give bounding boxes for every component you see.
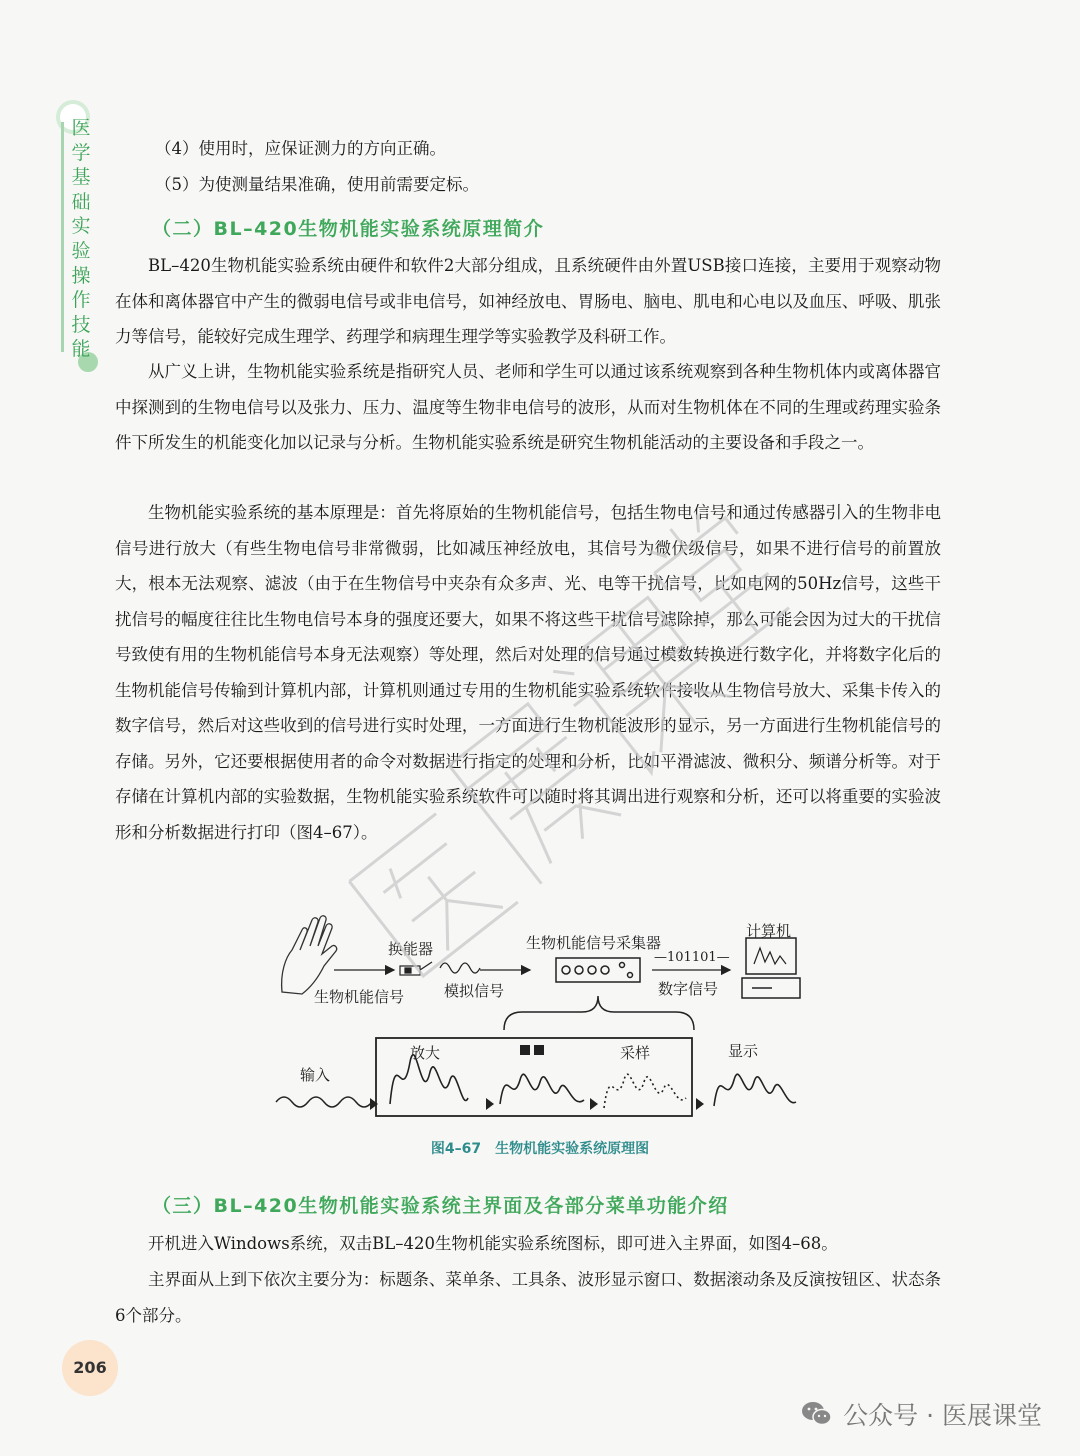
label-binary: —101101— [654, 950, 730, 965]
page-number: 206 [62, 1340, 118, 1396]
label-digital: 数字信号 [658, 980, 719, 998]
hand-icon [282, 916, 337, 994]
side-book-title: 医学基础实验操作技能 [71, 117, 91, 361]
section-heading-3: （三）BL–420生物机能实验系统主界面及各部分菜单功能介绍 [152, 1195, 729, 1217]
paragraph-2: 从广义上讲，生物机能实验系统是指研究人员、老师和学生可以通过该系统观察到各种生物机体内或离体器官中探测到的生物电信号以及张力、压力、温度等生物非电信号的波形，从而对生物机体在不同的生理或药理实验条件下所发生的机能变化加以记录与分析。生物机能实验系统是研究生物机能活动的主要设备和手段之一。 [115, 362, 941, 452]
list-item-5: （5）为使测量结果准确，使用前需要定标。 [155, 175, 479, 194]
wechat-icon [801, 1400, 833, 1428]
label-input: 输入 [300, 1066, 331, 1084]
figure-caption: 图4–67 生物机能实验系统原理图 [430, 1141, 650, 1157]
transducer-icon [400, 962, 432, 975]
paragraph-4: 开机进入Windows系统，双击BL–420生物机能实验系统图标，即可进入主界面，如图4–68。 [148, 1234, 838, 1253]
label-sample: 采样 [620, 1044, 651, 1062]
paragraph-5: 主界面从上到下依次主要分为：标题条、菜单条、工具条、波形显示窗口、数据滚动条及反演按钮区、状态条6个部分。 [115, 1270, 941, 1325]
label-analog: 模拟信号 [444, 982, 505, 1000]
label-computer: 计算机 [746, 922, 792, 940]
label-collector: 生物机能信号采集器 [526, 934, 662, 952]
watermark-text: 公众号 · 医展课堂 [843, 1401, 1042, 1430]
label-display: 显示 [728, 1042, 759, 1060]
wechat-watermark [801, 1394, 1042, 1434]
section-heading-2: （二）BL–420生物机能实验系统原理简介 [152, 218, 545, 240]
figure-4-67 [272, 912, 838, 1130]
label-transducer: 换能器 [388, 940, 434, 958]
label-amplify: 放大 [410, 1044, 441, 1062]
list-item-4: （4）使用时，应保证测力的方向正确。 [155, 139, 446, 158]
paragraph-1: BL–420生物机能实验系统由硬件和软件2大部分组成，且系统硬件由外置USB接口连接，主要用于观察动物在体和离体器官中产生的微弱电信号或非电信号，如神经放电、胃肠电、脑电、肌电和心电以及血压、呼吸、肌张力等信号，能较好完成生理学、药理学和病理生理学等实验教学及科研工作。 [115, 256, 941, 346]
collector-box [556, 958, 640, 982]
paragraph-3: 生物机能实验系统的基本原理是：首先将原始的生物机能信号，包括生物电信号和通过传感器引入的生物非电信号进行放大（有些生物电信号非常微弱，比如减压神经放电，其信号为微伏级信号，如果不进行信号的前置放大，根本无法观察、滤波（由于在生物信号中夹杂有众多声、光、电等干扰信号，比如电网的50Hz信号，这些干扰信号的幅度往往比生物电信号本身的强度还要大，如果不将这些干扰信号滤除掉，那么可能会因为过大的干扰信号致使有用的生物机能信号本身无法观察）等处理，然后对处理的信号通过模数转换进行数字化，并将数字化后的生物机能信号传输到计算机内部，计算机则通过专用的生物机能实验系统软件接收从生物信号放大、采集卡传入的数字信号，然后对这些收到的信号进行实时处理，一方面进行生物机能波形的显示，另一方面进行生物机能信号的存储。另外，它还要根据使用者的命令对数据进行指定的处理和分析，比如平滑滤波、微积分、频谱分析等。对于存储在计算机内部的实验数据，生物机能实验系统软件可以随时将其调出进行观察和分析，还可以将重要的实验波形和分析数据进行打印（图4–67）。 [115, 503, 941, 842]
computer-icon [742, 938, 800, 998]
label-bio-signal: 生物机能信号 [314, 988, 405, 1006]
